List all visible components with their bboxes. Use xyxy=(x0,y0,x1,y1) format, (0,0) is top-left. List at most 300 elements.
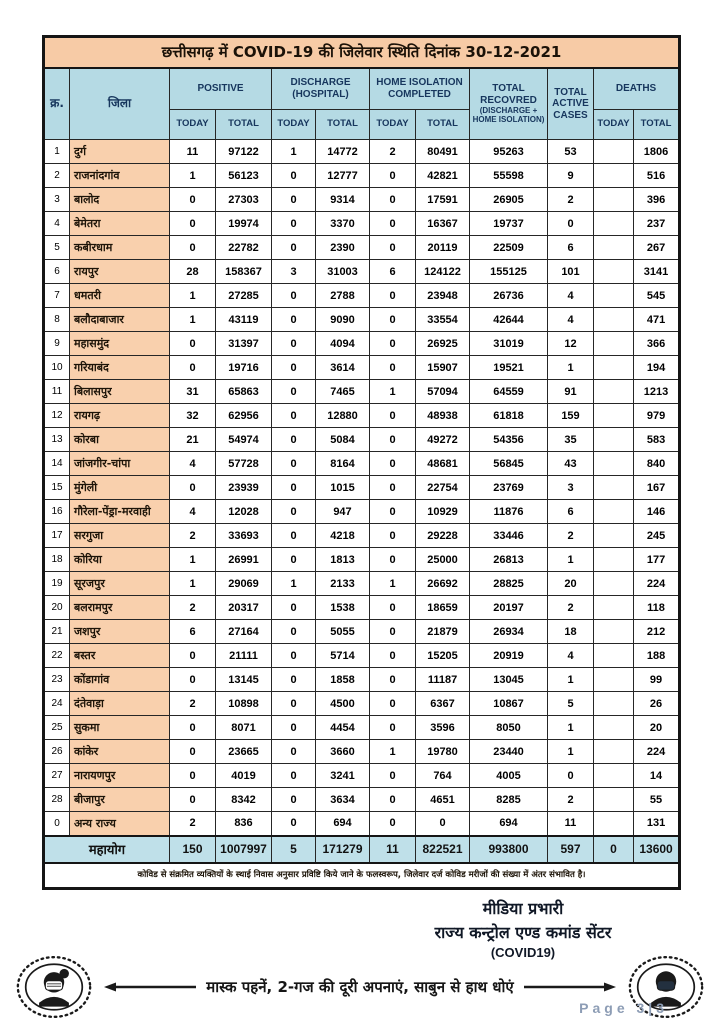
cell-recovered: 64559 xyxy=(470,380,548,404)
cell-active: 20 xyxy=(548,572,594,596)
cell-district: गरियाबंद xyxy=(70,356,170,380)
cell-recovered: 31019 xyxy=(470,332,548,356)
cell-sno: 24 xyxy=(44,692,70,716)
cell-district: बलरामपुर xyxy=(70,596,170,620)
cell-h_today: 0 xyxy=(370,236,416,260)
cell-death_today xyxy=(594,572,634,596)
cell-district: कोरिया xyxy=(70,548,170,572)
cell-d_today: 0 xyxy=(272,236,316,260)
total-label: महायोग xyxy=(44,836,170,863)
cell-recovered: 54356 xyxy=(470,428,548,452)
cell-d_total: 2390 xyxy=(316,236,370,260)
cell-d_total: 12777 xyxy=(316,164,370,188)
cell-death_today xyxy=(594,812,634,836)
table-row xyxy=(44,284,680,308)
cell-d_today: 3 xyxy=(272,260,316,284)
cell-district: रायगढ़ xyxy=(70,404,170,428)
cell-recovered: 11876 xyxy=(470,500,548,524)
cell-p_total: 56123 xyxy=(216,164,272,188)
cell-d_today: 0 xyxy=(272,548,316,572)
cell-h_total: 17591 xyxy=(416,188,470,212)
cell-d_today: 0 xyxy=(272,308,316,332)
cell-p_today: 2 xyxy=(170,812,216,836)
cell-death_today xyxy=(594,764,634,788)
cell-active: 1 xyxy=(548,548,594,572)
cell-recovered: 13045 xyxy=(470,668,548,692)
cell-death_today xyxy=(594,476,634,500)
cell-active: 2 xyxy=(548,788,594,812)
cell-district: सुकमा xyxy=(70,716,170,740)
cell-recovered: 155125 xyxy=(470,260,548,284)
cell-h_total: 4651 xyxy=(416,788,470,812)
cell-h_total: 49272 xyxy=(416,428,470,452)
table-row xyxy=(44,332,680,356)
cell-sno: 15 xyxy=(44,476,70,500)
cell-h_total: 18659 xyxy=(416,596,470,620)
cell-active: 4 xyxy=(548,284,594,308)
cell-death_total: 237 xyxy=(634,212,680,236)
cell-h_today: 0 xyxy=(370,212,416,236)
total-deaths-today: 0 xyxy=(594,836,634,863)
cell-h_today: 0 xyxy=(370,188,416,212)
cell-p_total: 13145 xyxy=(216,668,272,692)
cell-death_total: 1806 xyxy=(634,140,680,164)
cell-p_total: 26991 xyxy=(216,548,272,572)
cell-d_total: 5084 xyxy=(316,428,370,452)
cell-p_today: 0 xyxy=(170,236,216,260)
cell-p_total: 23665 xyxy=(216,740,272,764)
cell-death_total: 224 xyxy=(634,740,680,764)
cell-district: कांकेर xyxy=(70,740,170,764)
total-positive-total: 1007997 xyxy=(216,836,272,863)
cell-p_total: 22782 xyxy=(216,236,272,260)
cell-death_today xyxy=(594,668,634,692)
cell-death_today xyxy=(594,716,634,740)
cell-district: गौरेला-पेंड्रा-मरवाही xyxy=(70,500,170,524)
cell-d_total: 3634 xyxy=(316,788,370,812)
cell-death_total: 99 xyxy=(634,668,680,692)
cell-h_today: 0 xyxy=(370,788,416,812)
cell-death_today xyxy=(594,548,634,572)
cell-p_today: 6 xyxy=(170,620,216,644)
cell-death_today xyxy=(594,740,634,764)
table-row xyxy=(44,380,680,404)
cell-district: जशपुर xyxy=(70,620,170,644)
total-recovered-main: TOTAL RECOVRED xyxy=(480,83,537,106)
cell-h_today: 0 xyxy=(370,764,416,788)
cell-death_today xyxy=(594,380,634,404)
cell-sno: 25 xyxy=(44,716,70,740)
cell-d_today: 0 xyxy=(272,644,316,668)
cell-death_today xyxy=(594,212,634,236)
cell-d_today: 0 xyxy=(272,476,316,500)
cell-district: महासमुंद xyxy=(70,332,170,356)
cell-p_today: 0 xyxy=(170,212,216,236)
cell-district: बिलासपुर xyxy=(70,380,170,404)
cell-h_today: 1 xyxy=(370,572,416,596)
cell-d_today: 0 xyxy=(272,188,316,212)
table-row xyxy=(44,644,680,668)
cell-death_total: 979 xyxy=(634,404,680,428)
cell-p_today: 2 xyxy=(170,692,216,716)
cell-death_total: 516 xyxy=(634,164,680,188)
col-header-discharge-total: TOTAL xyxy=(316,110,370,140)
signature-block xyxy=(388,897,658,960)
cell-d_total: 3241 xyxy=(316,764,370,788)
cell-active: 9 xyxy=(548,164,594,188)
cell-p_total: 19974 xyxy=(216,212,272,236)
cell-h_total: 0 xyxy=(416,812,470,836)
cell-recovered: 22509 xyxy=(470,236,548,260)
cell-death_total: 118 xyxy=(634,596,680,620)
cell-sno: 3 xyxy=(44,188,70,212)
cell-death_total: 20 xyxy=(634,716,680,740)
cell-h_total: 15205 xyxy=(416,644,470,668)
cell-death_today xyxy=(594,500,634,524)
cell-death_total: 224 xyxy=(634,572,680,596)
cell-p_today: 0 xyxy=(170,332,216,356)
table-row xyxy=(44,212,680,236)
cell-district: कोरबा xyxy=(70,428,170,452)
cell-recovered: 20919 xyxy=(470,644,548,668)
cell-h_today: 0 xyxy=(370,476,416,500)
cell-district: बस्तर xyxy=(70,644,170,668)
table-row xyxy=(44,668,680,692)
cell-d_today: 0 xyxy=(272,764,316,788)
cell-h_today: 0 xyxy=(370,812,416,836)
cell-p_total: 10898 xyxy=(216,692,272,716)
cell-p_today: 32 xyxy=(170,404,216,428)
cell-district: मुंगेली xyxy=(70,476,170,500)
total-discharge-today: 5 xyxy=(272,836,316,863)
col-header-sno: क्र. xyxy=(44,68,70,140)
cell-sno: 19 xyxy=(44,572,70,596)
cell-p_today: 0 xyxy=(170,356,216,380)
cell-death_total: 840 xyxy=(634,452,680,476)
cell-sno: 5 xyxy=(44,236,70,260)
cell-death_today xyxy=(594,596,634,620)
cell-district: बीजापुर xyxy=(70,788,170,812)
cell-death_total: 212 xyxy=(634,620,680,644)
cell-district: राजनांदगांव xyxy=(70,164,170,188)
cell-h_today: 0 xyxy=(370,596,416,620)
table-row xyxy=(44,356,680,380)
cell-h_total: 21879 xyxy=(416,620,470,644)
cell-d_today: 0 xyxy=(272,356,316,380)
cell-d_total: 947 xyxy=(316,500,370,524)
cell-p_total: 23939 xyxy=(216,476,272,500)
cell-h_total: 48681 xyxy=(416,452,470,476)
cell-district: सूरजपुर xyxy=(70,572,170,596)
table-row xyxy=(44,764,680,788)
cell-d_total: 2788 xyxy=(316,284,370,308)
cell-death_today xyxy=(594,188,634,212)
cell-h_total: 26925 xyxy=(416,332,470,356)
signature-line-media-incharge: मीडिया प्रभारी xyxy=(482,899,564,918)
cell-d_today: 0 xyxy=(272,428,316,452)
cell-recovered: 8050 xyxy=(470,716,548,740)
cell-p_total: 4019 xyxy=(216,764,272,788)
footnote-row xyxy=(44,863,680,889)
cell-h_total: 20119 xyxy=(416,236,470,260)
total-discharge-total: 171279 xyxy=(316,836,370,863)
cell-death_total: 55 xyxy=(634,788,680,812)
cell-death_today xyxy=(594,692,634,716)
cell-sno: 0 xyxy=(44,812,70,836)
table-row xyxy=(44,428,680,452)
cell-district: नारायणपुर xyxy=(70,764,170,788)
cell-d_total: 31003 xyxy=(316,260,370,284)
cell-p_today: 1 xyxy=(170,164,216,188)
table-row xyxy=(44,788,680,812)
cell-p_today: 11 xyxy=(170,140,216,164)
cell-h_today: 0 xyxy=(370,404,416,428)
cell-d_total: 8164 xyxy=(316,452,370,476)
cell-d_today: 0 xyxy=(272,500,316,524)
col-header-deaths-today: TODAY xyxy=(594,110,634,140)
cell-death_today xyxy=(594,788,634,812)
cell-district: कबीरधाम xyxy=(70,236,170,260)
cell-death_total: 14 xyxy=(634,764,680,788)
cell-death_total: 396 xyxy=(634,188,680,212)
masked-person-icon-left xyxy=(14,954,94,1020)
cell-p_total: 12028 xyxy=(216,500,272,524)
cell-p_today: 1 xyxy=(170,548,216,572)
cell-h_total: 48938 xyxy=(416,404,470,428)
cell-d_total: 1858 xyxy=(316,668,370,692)
cell-h_today: 0 xyxy=(370,524,416,548)
table-row xyxy=(44,140,680,164)
cell-death_total: 471 xyxy=(634,308,680,332)
table-row xyxy=(44,572,680,596)
cell-p_total: 27285 xyxy=(216,284,272,308)
footnote-text: कोविड से संक्रमित व्यक्तियों के स्थाई निवास अनुसार प्रविष्टि किये जाने के फलस्वरूप, जिलेवार दर्ज कोविड मरीजों की संख्या में अंतर संभावित है। xyxy=(44,863,680,889)
cell-p_today: 0 xyxy=(170,476,216,500)
cell-sno: 23 xyxy=(44,668,70,692)
district-table-body xyxy=(44,140,680,836)
col-header-total-recovered xyxy=(470,68,548,140)
cell-active: 4 xyxy=(548,308,594,332)
cell-sno: 14 xyxy=(44,452,70,476)
col-header-deaths: DEATHS xyxy=(594,68,680,110)
cell-recovered: 42644 xyxy=(470,308,548,332)
cell-district: दंतेवाड़ा xyxy=(70,692,170,716)
covid-district-table xyxy=(42,35,681,890)
cell-h_total: 42821 xyxy=(416,164,470,188)
cell-d_total: 1538 xyxy=(316,596,370,620)
cell-h_total: 22754 xyxy=(416,476,470,500)
table-row xyxy=(44,188,680,212)
cell-sno: 12 xyxy=(44,404,70,428)
total-positive-today: 150 xyxy=(170,836,216,863)
cell-recovered: 55598 xyxy=(470,164,548,188)
cell-d_today: 0 xyxy=(272,692,316,716)
total-home-iso-total: 822521 xyxy=(416,836,470,863)
cell-h_today: 0 xyxy=(370,500,416,524)
cell-p_today: 1 xyxy=(170,308,216,332)
cell-recovered: 33446 xyxy=(470,524,548,548)
cell-h_total: 10929 xyxy=(416,500,470,524)
cell-h_total: 124122 xyxy=(416,260,470,284)
cell-d_total: 9314 xyxy=(316,188,370,212)
cell-h_today: 0 xyxy=(370,644,416,668)
cell-death_total: 177 xyxy=(634,548,680,572)
cell-d_today: 0 xyxy=(272,812,316,836)
cell-district: कोंडागांव xyxy=(70,668,170,692)
cell-sno: 28 xyxy=(44,788,70,812)
cell-p_total: 65863 xyxy=(216,380,272,404)
cell-recovered: 4005 xyxy=(470,764,548,788)
signature-line-control-center: राज्य कन्ट्रोल एण्ड कमांड सेंटर xyxy=(434,923,612,942)
cell-recovered: 28825 xyxy=(470,572,548,596)
cell-p_today: 4 xyxy=(170,452,216,476)
cell-d_today: 0 xyxy=(272,716,316,740)
cell-sno: 20 xyxy=(44,596,70,620)
cell-death_today xyxy=(594,308,634,332)
cell-h_total: 29228 xyxy=(416,524,470,548)
cell-active: 2 xyxy=(548,524,594,548)
cell-recovered: 20197 xyxy=(470,596,548,620)
cell-active: 6 xyxy=(548,236,594,260)
cell-death_today xyxy=(594,644,634,668)
table-row xyxy=(44,452,680,476)
cell-h_total: 26692 xyxy=(416,572,470,596)
cell-p_total: 27164 xyxy=(216,620,272,644)
cell-d_total: 3614 xyxy=(316,356,370,380)
table-row xyxy=(44,308,680,332)
total-deaths-total: 13600 xyxy=(634,836,680,863)
cell-d_today: 0 xyxy=(272,452,316,476)
cell-d_total: 14772 xyxy=(316,140,370,164)
cell-p_today: 0 xyxy=(170,740,216,764)
cell-p_total: 97122 xyxy=(216,140,272,164)
cell-d_today: 1 xyxy=(272,572,316,596)
cell-p_total: 57728 xyxy=(216,452,272,476)
cell-p_today: 2 xyxy=(170,524,216,548)
cell-p_total: 158367 xyxy=(216,260,272,284)
cell-sno: 9 xyxy=(44,332,70,356)
cell-p_today: 31 xyxy=(170,380,216,404)
cell-active: 1 xyxy=(548,668,594,692)
cell-active: 2 xyxy=(548,188,594,212)
cell-death_total: 245 xyxy=(634,524,680,548)
cell-d_today: 0 xyxy=(272,284,316,308)
cell-h_total: 25000 xyxy=(416,548,470,572)
cell-p_total: 836 xyxy=(216,812,272,836)
cell-h_today: 0 xyxy=(370,668,416,692)
cell-h_today: 0 xyxy=(370,620,416,644)
cell-district: सरगुजा xyxy=(70,524,170,548)
table-row xyxy=(44,524,680,548)
cell-p_today: 1 xyxy=(170,284,216,308)
right-arrow-icon xyxy=(524,981,616,993)
cell-p_today: 4 xyxy=(170,500,216,524)
cell-district: दुर्ग xyxy=(70,140,170,164)
cell-district: अन्य राज्य xyxy=(70,812,170,836)
cell-recovered: 61818 xyxy=(470,404,548,428)
cell-death_today xyxy=(594,236,634,260)
cell-sno: 7 xyxy=(44,284,70,308)
cell-sno: 18 xyxy=(44,548,70,572)
cell-district: बलौदाबाजार xyxy=(70,308,170,332)
cell-active: 43 xyxy=(548,452,594,476)
cell-death_total: 267 xyxy=(634,236,680,260)
cell-sno: 22 xyxy=(44,644,70,668)
cell-d_total: 3660 xyxy=(316,740,370,764)
cell-death_total: 131 xyxy=(634,812,680,836)
cell-d_total: 5714 xyxy=(316,644,370,668)
cell-d_total: 3370 xyxy=(316,212,370,236)
cell-death_today xyxy=(594,428,634,452)
col-header-deaths-total: TOTAL xyxy=(634,110,680,140)
total-recovered-sub: (DISCHARGE + HOME ISOLATION) xyxy=(472,106,545,125)
cell-d_total: 1813 xyxy=(316,548,370,572)
col-header-positive-today: TODAY xyxy=(170,110,216,140)
cell-p_total: 19716 xyxy=(216,356,272,380)
cell-recovered: 26905 xyxy=(470,188,548,212)
cell-p_total: 27303 xyxy=(216,188,272,212)
cell-death_total: 194 xyxy=(634,356,680,380)
signature-line-covid19: (COVID19) xyxy=(490,945,556,960)
col-header-discharge-today: TODAY xyxy=(272,110,316,140)
cell-sno: 4 xyxy=(44,212,70,236)
table-row xyxy=(44,404,680,428)
cell-h_today: 2 xyxy=(370,140,416,164)
cell-death_total: 146 xyxy=(634,500,680,524)
cell-d_total: 4094 xyxy=(316,332,370,356)
cell-p_total: 33693 xyxy=(216,524,272,548)
cell-sno: 11 xyxy=(44,380,70,404)
cell-p_total: 43119 xyxy=(216,308,272,332)
total-recovered: 993800 xyxy=(470,836,548,863)
cell-d_total: 5055 xyxy=(316,620,370,644)
cell-active: 4 xyxy=(548,644,594,668)
cell-district: धमतरी xyxy=(70,284,170,308)
cell-recovered: 26736 xyxy=(470,284,548,308)
cell-d_today: 1 xyxy=(272,140,316,164)
cell-h_total: 23948 xyxy=(416,284,470,308)
cell-recovered: 694 xyxy=(470,812,548,836)
col-header-discharge: DISCHARGE (HOSPITAL) xyxy=(272,68,370,110)
total-home-iso-today: 11 xyxy=(370,836,416,863)
cell-recovered: 23440 xyxy=(470,740,548,764)
cell-active: 5 xyxy=(548,692,594,716)
cell-active: 1 xyxy=(548,356,594,380)
cell-active: 0 xyxy=(548,212,594,236)
cell-p_today: 0 xyxy=(170,644,216,668)
cell-d_total: 9090 xyxy=(316,308,370,332)
cell-death_total: 167 xyxy=(634,476,680,500)
cell-h_today: 0 xyxy=(370,692,416,716)
cell-active: 101 xyxy=(548,260,594,284)
cell-h_total: 764 xyxy=(416,764,470,788)
cell-p_today: 2 xyxy=(170,596,216,620)
cell-death_total: 583 xyxy=(634,428,680,452)
cell-death_total: 545 xyxy=(634,284,680,308)
col-header-home-isolation: HOME ISOLATION COMPLETED xyxy=(370,68,470,110)
cell-death_total: 3141 xyxy=(634,260,680,284)
cell-d_total: 4454 xyxy=(316,716,370,740)
cell-active: 91 xyxy=(548,380,594,404)
cell-sno: 21 xyxy=(44,620,70,644)
cell-p_total: 31397 xyxy=(216,332,272,356)
table-row xyxy=(44,164,680,188)
page-title: छत्तीसगढ़ में COVID-19 की जिलेवार स्थिति दिनांक 30-12-2021 xyxy=(44,37,680,68)
cell-p_total: 54974 xyxy=(216,428,272,452)
cell-death_total: 1213 xyxy=(634,380,680,404)
cell-p_today: 0 xyxy=(170,716,216,740)
cell-d_total: 12880 xyxy=(316,404,370,428)
